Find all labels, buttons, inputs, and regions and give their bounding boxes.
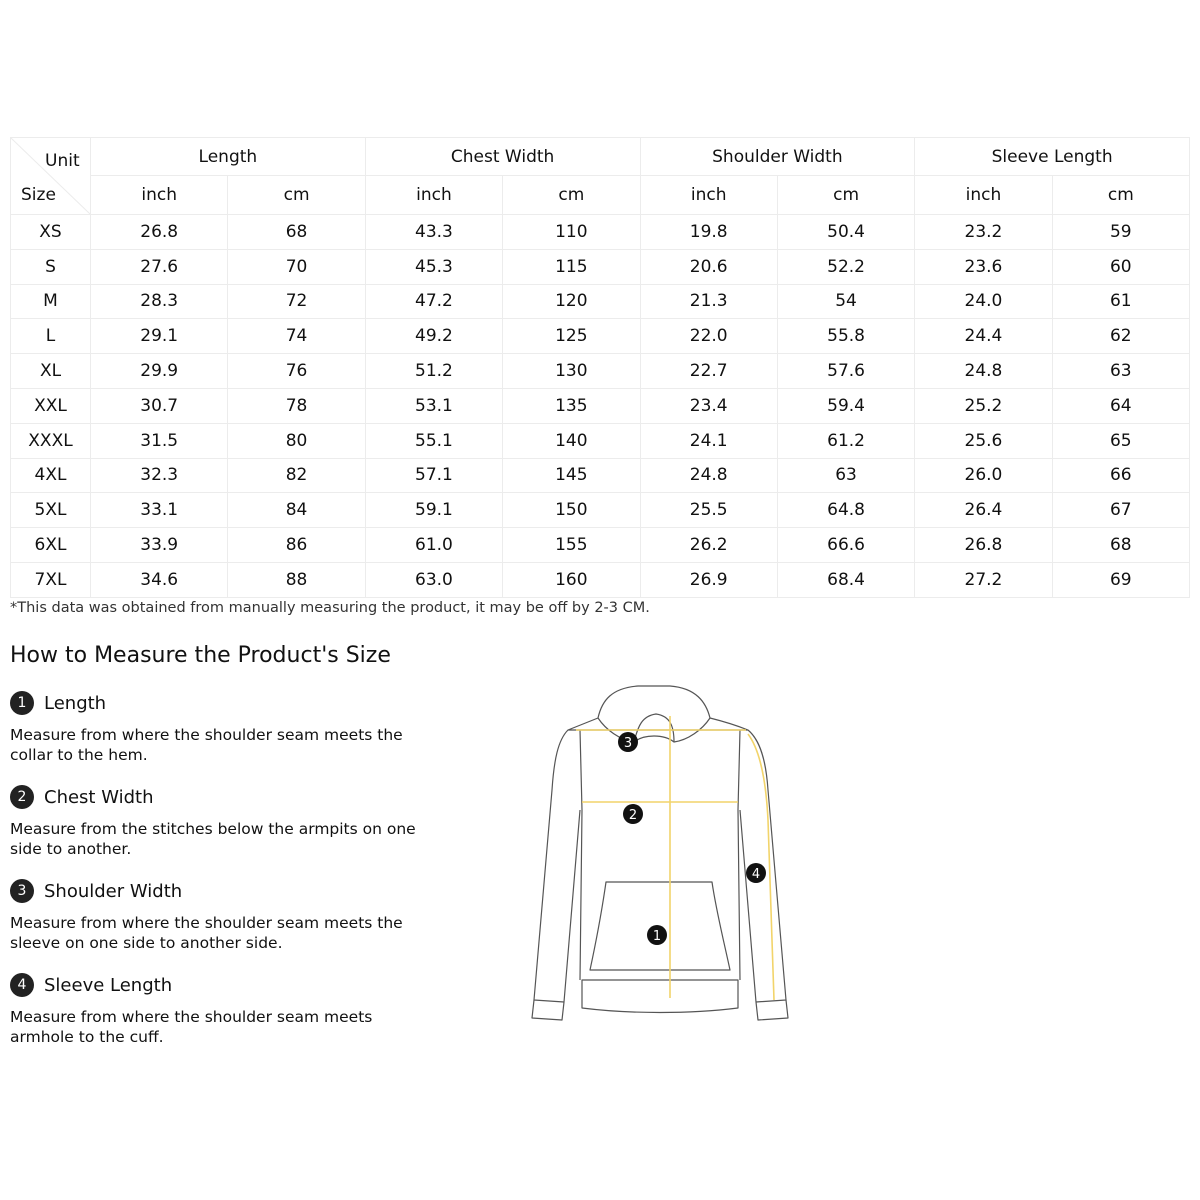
size-row: [11, 388, 1190, 423]
unit-header: inch: [91, 176, 228, 215]
measurement-cell: 76: [228, 354, 365, 389]
measurement-cell: 30.7: [91, 388, 228, 423]
body-left-side: [580, 730, 582, 980]
measurement-cell: 155: [503, 528, 640, 563]
size-row: [11, 528, 1190, 563]
measurement-cell: 22.7: [640, 354, 777, 389]
measurement-cell: 61: [1052, 284, 1189, 319]
measurement-cell: 59.1: [365, 493, 502, 528]
step-label: Length: [44, 692, 107, 714]
how-to-measure-title: How to Measure the Product's Size: [10, 643, 391, 668]
size-row: [11, 284, 1190, 319]
measurement-cell: 22.0: [640, 319, 777, 354]
group-header-sleeve-length: Sleeve Length: [915, 138, 1190, 176]
measurement-cell: 23.2: [915, 215, 1052, 250]
measurement-cell: 55.1: [365, 423, 502, 458]
size-label-cell: XL: [11, 354, 91, 389]
size-label-cell: M: [11, 284, 91, 319]
measurement-cell: 140: [503, 423, 640, 458]
table-body: [11, 215, 1190, 598]
step-description: Measure from where the shoulder seam meets armhole to the cuff.: [10, 1008, 373, 1046]
measurement-cell: 78: [228, 388, 365, 423]
size-row: [11, 423, 1190, 458]
measurement-cell: 19.8: [640, 215, 777, 250]
marker-label: 1: [652, 929, 662, 944]
measurement-cell: 64.8: [777, 493, 914, 528]
size-row: [11, 458, 1190, 493]
marker-label: 3: [623, 736, 633, 751]
measurement-cell: 59: [1052, 215, 1189, 250]
group-header-chest-width: Chest Width: [365, 138, 640, 176]
measurement-cell: 34.6: [91, 562, 228, 597]
measurement-cell: 24.4: [915, 319, 1052, 354]
measurement-cell: 26.9: [640, 562, 777, 597]
measurement-cell: 55.8: [777, 319, 914, 354]
measurement-cell: 64: [1052, 388, 1189, 423]
measurement-cell: 45.3: [365, 249, 502, 284]
measurement-cell: 69: [1052, 562, 1189, 597]
size-row: [11, 249, 1190, 284]
measurement-cell: 23.4: [640, 388, 777, 423]
measurement-cell: 63: [1052, 354, 1189, 389]
right-cuff: [756, 1000, 788, 1020]
left-sleeve: [534, 730, 580, 1002]
measurement-cell: 66: [1052, 458, 1189, 493]
measurement-cell: 26.8: [915, 528, 1052, 563]
measurement-cell: 24.1: [640, 423, 777, 458]
step-label: Shoulder Width: [44, 880, 183, 902]
measurement-cell: 53.1: [365, 388, 502, 423]
header-row-groups: [11, 138, 1190, 176]
corner-unit-label: Unit: [45, 151, 80, 171]
measurement-cell: 61.2: [777, 423, 914, 458]
step-length: [10, 690, 430, 765]
measurement-cell: 62: [1052, 319, 1189, 354]
size-row: [11, 562, 1190, 597]
measurement-cell: 120: [503, 284, 640, 319]
hood-inner: [634, 714, 674, 742]
measurement-cell: 145: [503, 458, 640, 493]
hood-top: [598, 686, 710, 718]
measurement-footnote: *This data was obtained from manually measuring the product, it may be off by 2-3 CM.: [10, 600, 650, 616]
marker-chest-width: [623, 804, 643, 824]
step-description: Measure from the stitches below the armpits on one side to another.: [10, 820, 416, 858]
measurement-cell: 27.6: [91, 249, 228, 284]
unit-header: cm: [228, 176, 365, 215]
measurement-cell: 26.8: [91, 215, 228, 250]
measurement-cell: 33.1: [91, 493, 228, 528]
measurement-cell: 72: [228, 284, 365, 319]
measurement-cell: 24.8: [915, 354, 1052, 389]
hem-band: [582, 980, 738, 1013]
step-number-badge: 4: [10, 973, 34, 997]
size-label-cell: 4XL: [11, 458, 91, 493]
measurement-cell: 150: [503, 493, 640, 528]
step-description: Measure from where the shoulder seam meets the sleeve on one side to another side.: [10, 914, 403, 952]
corner-size-label: Size: [21, 185, 56, 205]
measurement-cell: 60: [1052, 249, 1189, 284]
measurement-cell: 66.6: [777, 528, 914, 563]
measurement-cell: 52.2: [777, 249, 914, 284]
unit-header: cm: [503, 176, 640, 215]
measurement-cell: 25.5: [640, 493, 777, 528]
corner-cell: [11, 138, 91, 215]
step-chest-width: [10, 784, 430, 859]
measurement-cell: 63: [777, 458, 914, 493]
measurement-cell: 63.0: [365, 562, 502, 597]
unit-header: inch: [640, 176, 777, 215]
size-row: [11, 319, 1190, 354]
measurement-cell: 25.6: [915, 423, 1052, 458]
body-right-side: [738, 730, 740, 980]
marker-shoulder-width: [618, 732, 638, 752]
measurement-cell: 33.9: [91, 528, 228, 563]
measurement-cell: 26.2: [640, 528, 777, 563]
left-cuff: [532, 1000, 564, 1020]
measurement-cell: 59.4: [777, 388, 914, 423]
step-number-badge: 1: [10, 691, 34, 715]
measurement-cell: 49.2: [365, 319, 502, 354]
measurement-markers: [618, 732, 766, 945]
measurement-cell: 67: [1052, 493, 1189, 528]
size-row: [11, 354, 1190, 389]
measurement-cell: 27.2: [915, 562, 1052, 597]
measurement-cell: 51.2: [365, 354, 502, 389]
measurement-cell: 70: [228, 249, 365, 284]
unit-header: inch: [915, 176, 1052, 215]
measurement-cell: 26.4: [915, 493, 1052, 528]
measurement-cell: 82: [228, 458, 365, 493]
size-label-cell: 6XL: [11, 528, 91, 563]
marker-length: [647, 925, 667, 945]
measurement-cell: 65: [1052, 423, 1189, 458]
measurement-cell: 31.5: [91, 423, 228, 458]
measurement-cell: 88: [228, 562, 365, 597]
measurement-cell: 47.2: [365, 284, 502, 319]
measurement-cell: 29.1: [91, 319, 228, 354]
measurement-cell: 160: [503, 562, 640, 597]
measurement-cell: 24.0: [915, 284, 1052, 319]
measurement-cell: 115: [503, 249, 640, 284]
step-description: Measure from where the shoulder seam meets the collar to the hem.: [10, 726, 403, 764]
marker-label: 2: [628, 808, 638, 823]
header-row-units: [11, 176, 1190, 215]
measurement-cell: 86: [228, 528, 365, 563]
unit-header: cm: [777, 176, 914, 215]
measurement-cell: 29.9: [91, 354, 228, 389]
step-number-badge: 2: [10, 785, 34, 809]
measurement-cell: 25.2: [915, 388, 1052, 423]
measurement-cell: 74: [228, 319, 365, 354]
step-number-badge: 3: [10, 879, 34, 903]
size-label-cell: L: [11, 319, 91, 354]
measurement-cell: 24.8: [640, 458, 777, 493]
measurement-cell: 23.6: [915, 249, 1052, 284]
unit-header: inch: [365, 176, 502, 215]
measurement-cell: 61.0: [365, 528, 502, 563]
size-label-cell: 7XL: [11, 562, 91, 597]
shoulder-line: [568, 718, 748, 730]
measurement-cell: 135: [503, 388, 640, 423]
measurement-cell: 50.4: [777, 215, 914, 250]
size-label-cell: XS: [11, 215, 91, 250]
unit-header: cm: [1052, 176, 1189, 215]
measurement-cell: 68: [1052, 528, 1189, 563]
measurement-cell: 125: [503, 319, 640, 354]
size-label-cell: 5XL: [11, 493, 91, 528]
size-chart-table: [10, 137, 1190, 598]
measurement-cell: 57.1: [365, 458, 502, 493]
measurement-cell: 20.6: [640, 249, 777, 284]
step-sleeve-length: [10, 972, 430, 1047]
hoodie-measurement-diagram: [520, 680, 800, 1030]
measurement-cell: 21.3: [640, 284, 777, 319]
size-label-cell: S: [11, 249, 91, 284]
size-label-cell: XXL: [11, 388, 91, 423]
step-label: Sleeve Length: [44, 974, 173, 996]
measurement-cell: 28.3: [91, 284, 228, 319]
size-row: [11, 493, 1190, 528]
step-label: Chest Width: [44, 786, 154, 808]
step-shoulder-width: [10, 878, 430, 953]
measurement-cell: 68: [228, 215, 365, 250]
measurement-cell: 57.6: [777, 354, 914, 389]
measurement-cell: 84: [228, 493, 365, 528]
group-header-shoulder-width: Shoulder Width: [640, 138, 915, 176]
measurement-cell: 130: [503, 354, 640, 389]
measurement-cell: 32.3: [91, 458, 228, 493]
group-header-length: Length: [91, 138, 366, 176]
measurement-cell: 68.4: [777, 562, 914, 597]
measurement-cell: 54: [777, 284, 914, 319]
marker-sleeve-length: [746, 863, 766, 883]
size-row: [11, 215, 1190, 250]
measurement-cell: 43.3: [365, 215, 502, 250]
size-label-cell: XXXL: [11, 423, 91, 458]
measurement-cell: 80: [228, 423, 365, 458]
measurement-cell: 26.0: [915, 458, 1052, 493]
measurement-cell: 110: [503, 215, 640, 250]
marker-label: 4: [751, 867, 761, 882]
